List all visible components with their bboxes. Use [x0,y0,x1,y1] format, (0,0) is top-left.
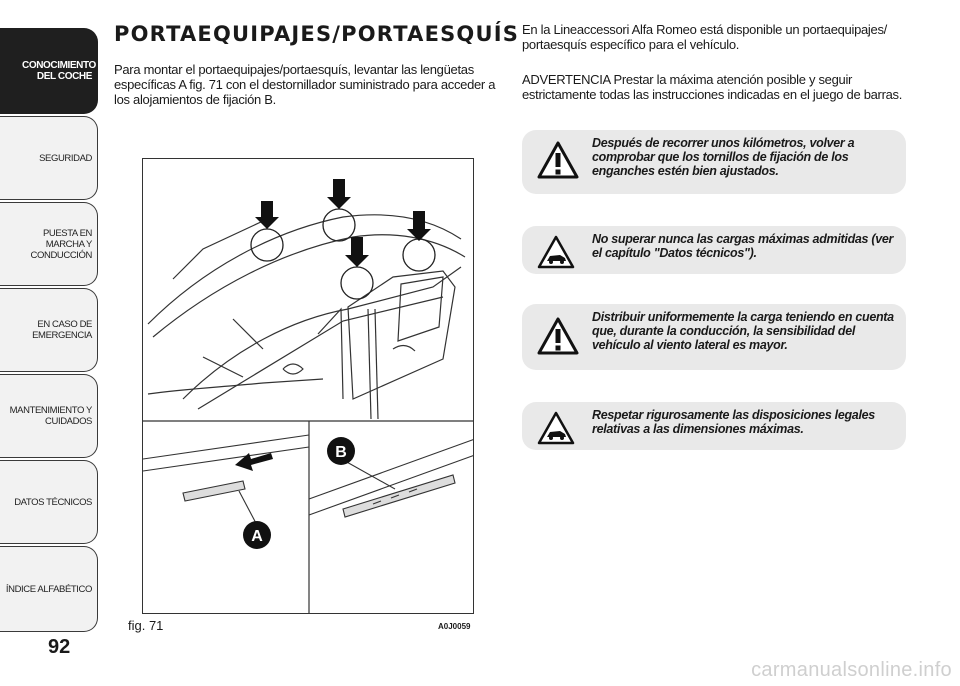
warning-text: Distribuir uniformemente la carga teniendo en cuenta que, durante la conducción, la sensibilidad del vehículo al viento lateral es mayor. [592,310,894,352]
warning-text: Después de recorrer unos kilómetros, volver a comprobar que los tornillos de fijación de los enganches estén bien ajustados. [592,136,855,178]
callout-b-label: B [335,444,347,461]
tab-puesta-en-marcha[interactable] [0,202,98,286]
warning-triangle-icon [536,140,580,180]
advertencia-paragraph: ADVERTENCIA Prestar la máxima atención posible y seguir estrictamente todas las instrucciones indicadas en el juego de barras. [522,72,903,102]
tab-label: PUESTA EN MARCHA Y CONDUCCIÓN [30,227,92,261]
tab-indice-alfabetico[interactable] [0,546,98,632]
callout-a-label: A [251,528,263,545]
page-number: 92 [48,636,71,658]
page-title: PORTAEQUIPAJES/PORTAESQUÍS [114,22,520,46]
warning-box [522,226,906,274]
roof-rack-illustration [143,159,474,614]
tab-label: SEGURIDAD [39,152,92,164]
arrow-down-icon [255,201,279,229]
warning-triangle-icon [536,316,580,356]
tab-label: CONOCIMIENTO DEL COCHE [22,60,96,82]
callout-circle [403,239,435,271]
callout-circle [251,229,283,261]
car-triangle-icon [536,234,576,270]
warning-box [522,402,906,450]
accessory-paragraph: En la Lineaccessori Alfa Romeo está disponible un portaequipajes/ portaesquís específico para el vehículo. [522,22,887,52]
car-triangle-icon [536,410,576,446]
tab-label: ÍNDICE ALFABÉTICO [5,583,92,595]
tab-seguridad[interactable] [0,116,98,200]
tab-en-caso-de-emergencia[interactable] [0,288,98,372]
tab-label: EN CASO DE EMERGENCIA [32,319,92,341]
callout-circle [323,209,355,241]
arrow-down-icon [345,237,369,267]
warning-box [522,130,906,194]
tab-mantenimiento[interactable] [0,374,98,458]
tab-datos-tecnicos[interactable] [0,460,98,544]
figure-code: A0J0059 [438,622,471,631]
warning-text: Respetar rigurosamente las disposiciones legales relativas a las dimensiones máximas. [592,408,875,436]
warning-text: No superar nunca las cargas máximas admitidas (ver el capítulo "Datos técnicos"). [592,232,894,260]
warning-box [522,304,906,370]
arrow-left-icon [235,453,273,471]
tab-label: MANTENIMIENTO Y CUIDADOS [9,405,92,427]
tab-label: DATOS TÉCNICOS [14,496,92,508]
intro-paragraph: Para montar el portaequipajes/portaesquís, levantar las lengüetas específicas A fig. 71 con el destornillador suministrado para acceder a los alojamientos de fijación B. [114,62,496,107]
tab-conocimiento-del-coche[interactable] [0,28,98,114]
figure-label: fig. 71 [128,618,164,633]
callout-circle [341,267,373,299]
watermark: carmanualsonline.info [751,659,952,681]
figure-71 [142,158,474,614]
arrow-down-icon [327,179,351,209]
